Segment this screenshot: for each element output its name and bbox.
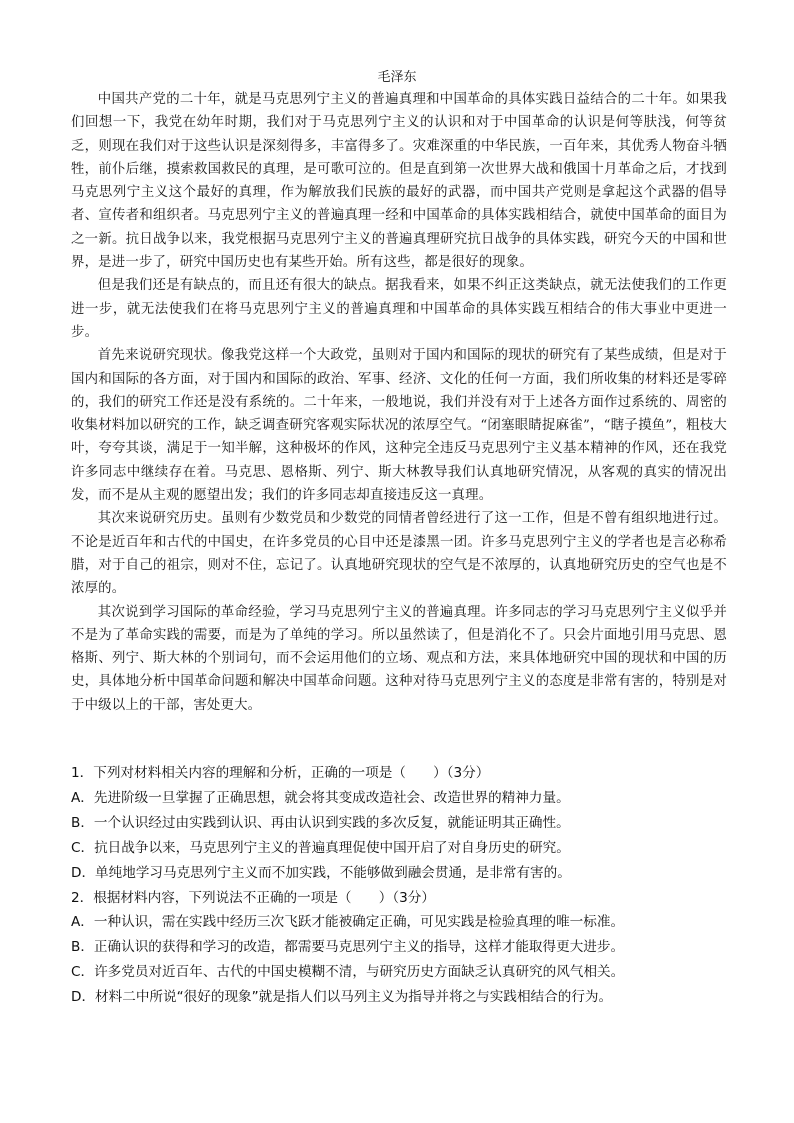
question-1-option-c: C．抗日战争以来，马克思列宁主义的普遍真理促使中国开启了对自身历史的研究。 xyxy=(71,839,570,856)
question-1-option-a: A．先进阶级一旦掌握了正确思想，就会将其变成改造社会、改造世界的精神力量。 xyxy=(71,789,570,806)
question-2-option-d: D．材料二中所说“很好的现象”就是指人们以马列主义为指导并将之与实践相结合的行为。 xyxy=(71,989,613,1006)
question-1-stem: 1．下列对材料相关内容的理解和分析，正确的一项是（ ）（3分） xyxy=(71,765,490,781)
question-1-option-d: D．单纯地学习马克思列宁主义而不加实践，不能够做到融会贯通，是非常有害的。 xyxy=(71,864,571,881)
question-2-option-a: A．一种认识，需在实践中经历三次飞跃才能被确定正确，可见实践是检验真理的唯一标准。 xyxy=(71,914,625,931)
passage-paragraph: 其次来说研究历史。虽则有少数党员和少数党的同情者曾经进行了这一工作，但是不曾有组织地进行过。不论是近百年和古代的中国史，在许多党员的心目中还是漆黑一团。许多马克思列宁主义的学者也是言必称希腊，对于自己的祖宗，则对不住，忘记了。认真地研究现状的空气是不浓厚的，认真地研究历史的空气也是不浓厚的。 xyxy=(71,511,727,597)
question-2-option-c: C．许多党员对近百年、古代的中国史模糊不清，与研究历史方面缺乏认真研究的风气相关。 xyxy=(71,964,625,981)
reading-passage xyxy=(71,88,727,717)
author-name: 毛泽东 xyxy=(377,70,417,85)
question-1-option-b: B．一个认识经过由实践到认识、再由认识到实践的多次反复，就能证明其正确性。 xyxy=(71,814,570,831)
passage-paragraph: 其次说到学习国际的革命经验，学习马克思列宁主义的普遍真理。许多同志的学习马克思列宁主义似乎并不是为了革命实践的需要，而是为了单纯的学习。所以虽然读了，但是消化不了。只会片面地引用马克思、恩格斯、列宁、斯大林的个别词句，而不会运用他们的立场、观点和方法，来具体地研究中国的现状和中国的历史，具体地分析中国革命问题和解决中国革命问题。这种对待马克思列宁主义的态度是非常有害的，特别是对于中级以上的干部，害处更大。 xyxy=(71,604,727,713)
passage-paragraph: 首先来说研究现状。像我党这样一个大政党，虽则对于国内和国际的现状的研究有了某些成绩，但是对于国内和国际的各方面，对于国内和国际的政治、军事、经济、文化的任何一方面，我们所收集的材料还是零碎的，我们的研究工作还是没有系统的。二十年来，一般地说，我们并没有对于上述各方面作过系统的、周密的收集材料加以研究的工作，缺乏调查研究客观实际状况的浓厚空气。“闭塞眼睛捉麻雀”，“瞎子摸鱼”，粗枝大叶，夸夸其谈，满足于一知半解，这种极坏的作风，这种完全违反马克思列宁主义基本精神的作风，还在我党许多同志中继续存在着。马克思、恩格斯、列宁、斯大林教导我们认真地研究情况，从客观的真实的情况出发，而不是从主观的愿望出发；我们的许多同志却直接违反这一真理。 xyxy=(71,348,727,504)
question-section xyxy=(71,761,727,1010)
question-2-option-b: B．正确认识的获得和学习的改造，都需要马克思列宁主义的指导，这样才能取得更大进步。 xyxy=(71,939,625,956)
passage-paragraph: 中国共产党的二十年，就是马克思列宁主义的普遍真理和中国革命的具体实践日益结合的二十年。如果我们回想一下，我党在幼年时期，我们对于马克思列宁主义的认识和对于中国革命的认识是何等肤浅，何等贫乏，则现在我们对于这些认识是深刻得多，丰富得多了。灾难深重的中华民族，一百年来，其优秀人物奋斗牺牲，前仆后继，摸索救国救民的真理，是可歌可泣的。但是直到第一次世界大战和俄国十月革命之后，才找到马克思列宁主义这个最好的真理，作为解放我们民族的最好的武器，而中国共产党则是拿起这个武器的倡导者、宣传者和组织者。马克思列宁主义的普遍真理一经和中国革命的具体实践相结合，就使中国革命的面目为之一新。抗日战争以来，我党根据马克思列宁主义的普遍真理研究抗日战争的具体实践，研究今天的中国和世界，是进一步了，研究中国历史也有某些开始。所有这些，都是很好的现象。 xyxy=(71,92,727,271)
passage-paragraph: 但是我们还是有缺点的，而且还有很大的缺点。据我看来，如果不纠正这类缺点，就无法使我们的工作更进一步，就无法使我们在将马克思列宁主义的普遍真理和中国革命的具体实践互相结合的伟大事业中更进一步。 xyxy=(71,278,727,340)
question-2-stem: 2．根据材料内容，下列说法不正确的一项是（ ）（3分） xyxy=(71,889,435,906)
